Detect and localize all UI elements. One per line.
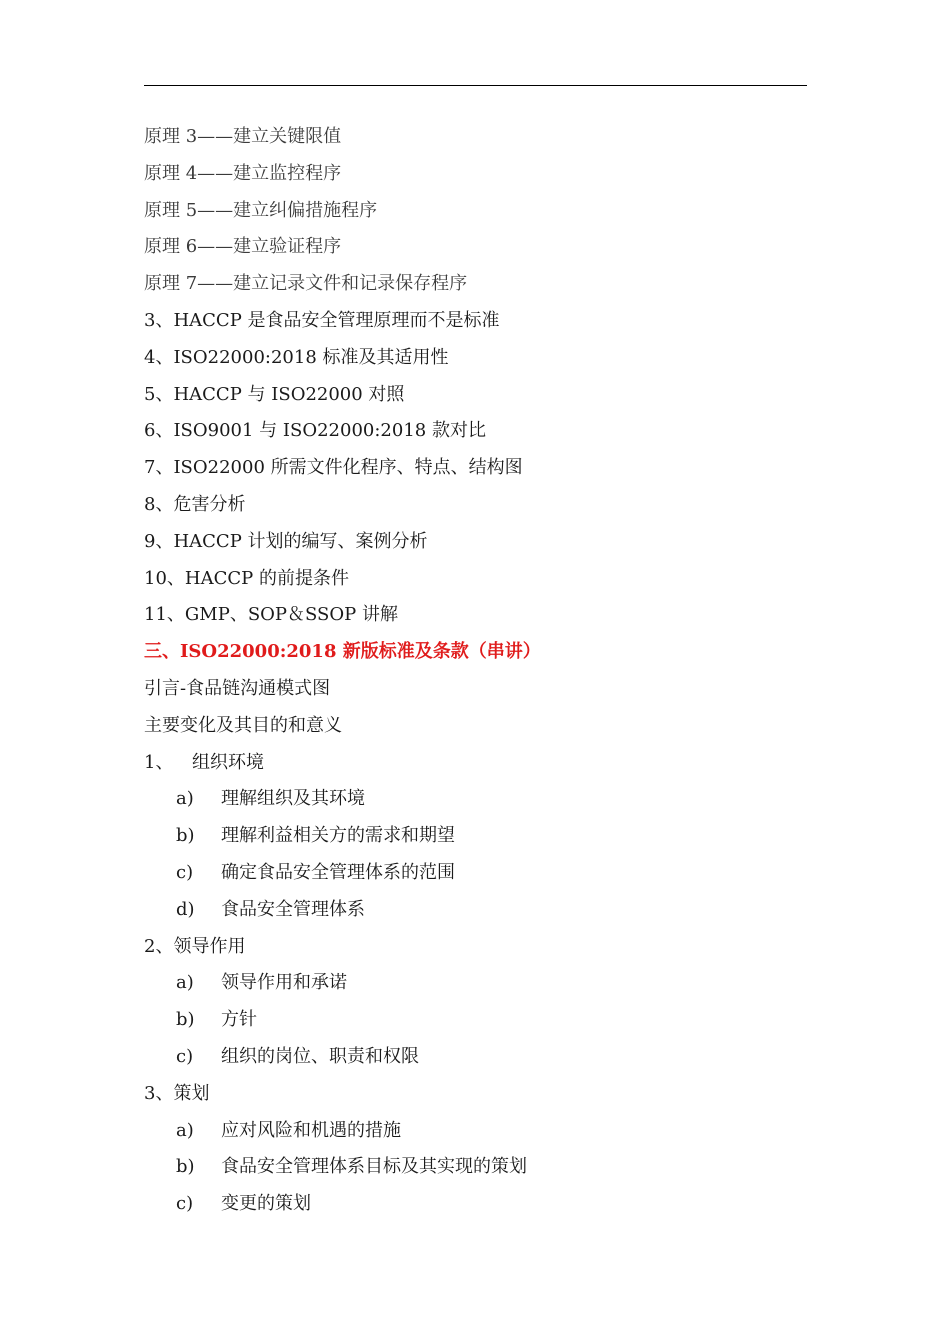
section-3-item-c — [144, 1186, 807, 1223]
list-marker: b) — [176, 1009, 195, 1031]
course-item-3: 3、HACCP 是食品安全管理原理而不是标准 — [144, 309, 500, 331]
list-item-text: 食品安全管理体系 — [221, 898, 365, 920]
section-2-title: 2、领导作用 — [144, 935, 246, 957]
list-marker: c) — [176, 1045, 194, 1067]
section-3-item-a — [144, 1113, 807, 1150]
course-item-7: 7、ISO22000 所需文件化程序、特点、结构图 — [144, 457, 523, 479]
section-3-title: 3、策划 — [144, 1082, 210, 1104]
section-2-item-a — [144, 965, 807, 1002]
principle-3: 原理 3——建立关键限值 — [144, 126, 342, 147]
section-3-item-b — [144, 1149, 807, 1186]
intro-line-2: 主要变化及其目的和意义 — [144, 714, 342, 736]
list-item-text: 食品安全管理体系目标及其实现的策划 — [221, 1156, 527, 1178]
document-body — [144, 119, 807, 1223]
course-item-6: 6、ISO9001 与 ISO22000:2018 款对比 — [144, 420, 486, 442]
section-2-item-c — [144, 1039, 807, 1076]
principle-4: 原理 4——建立监控程序 — [144, 162, 342, 184]
section-1-item-b — [144, 818, 807, 855]
section-1-item-a — [144, 781, 807, 818]
section-1-item-d — [144, 892, 807, 929]
principle-5: 原理 5——建立纠偏措施程序 — [144, 199, 378, 221]
section-1-number: 1、 — [144, 751, 174, 773]
course-item-11: 11、GMP、SOP＆SSOP 讲解 — [144, 604, 398, 626]
list-marker: a) — [176, 1119, 194, 1141]
intro-line-1: 引言-食品链沟通模式图 — [144, 677, 331, 699]
list-marker: c) — [176, 861, 194, 883]
list-item-text: 理解利益相关方的需求和期望 — [221, 825, 455, 847]
list-marker: a) — [176, 788, 194, 810]
section-1-label: 组织环境 — [192, 751, 264, 773]
principle-7: 原理 7——建立记录文件和记录保存程序 — [144, 273, 468, 295]
list-item-text: 领导作用和承诺 — [221, 972, 347, 994]
list-item-text: 组织的岗位、职责和权限 — [221, 1045, 419, 1067]
course-item-4: 4、ISO22000:2018 标准及其适用性 — [144, 346, 449, 368]
list-item-text: 应对风险和机遇的措施 — [221, 1119, 401, 1141]
list-item-text: 确定食品安全管理体系的范围 — [221, 861, 455, 883]
course-item-8: 8、危害分析 — [144, 493, 246, 515]
list-item-text: 变更的策划 — [221, 1193, 311, 1215]
header-rule — [144, 85, 807, 86]
section-1-title — [144, 745, 807, 782]
list-item-text: 方针 — [221, 1009, 257, 1031]
course-item-5: 5、HACCP 与 ISO22000 对照 — [144, 383, 405, 405]
list-marker: c) — [176, 1193, 194, 1215]
principle-6: 原理 6——建立验证程序 — [144, 236, 342, 258]
list-marker: a) — [176, 972, 194, 994]
list-marker: b) — [176, 825, 195, 847]
section-2-item-b — [144, 1002, 807, 1039]
list-marker: d) — [176, 898, 195, 920]
section-heading: 三、ISO22000:2018 新版标准及条款（串讲） — [144, 641, 541, 663]
section-1-item-c — [144, 855, 807, 892]
course-item-10: 10、HACCP 的前提条件 — [144, 567, 349, 589]
list-marker: b) — [176, 1156, 195, 1178]
course-item-9: 9、HACCP 计划的编写、案例分析 — [144, 530, 428, 552]
list-item-text: 理解组织及其环境 — [221, 788, 365, 810]
